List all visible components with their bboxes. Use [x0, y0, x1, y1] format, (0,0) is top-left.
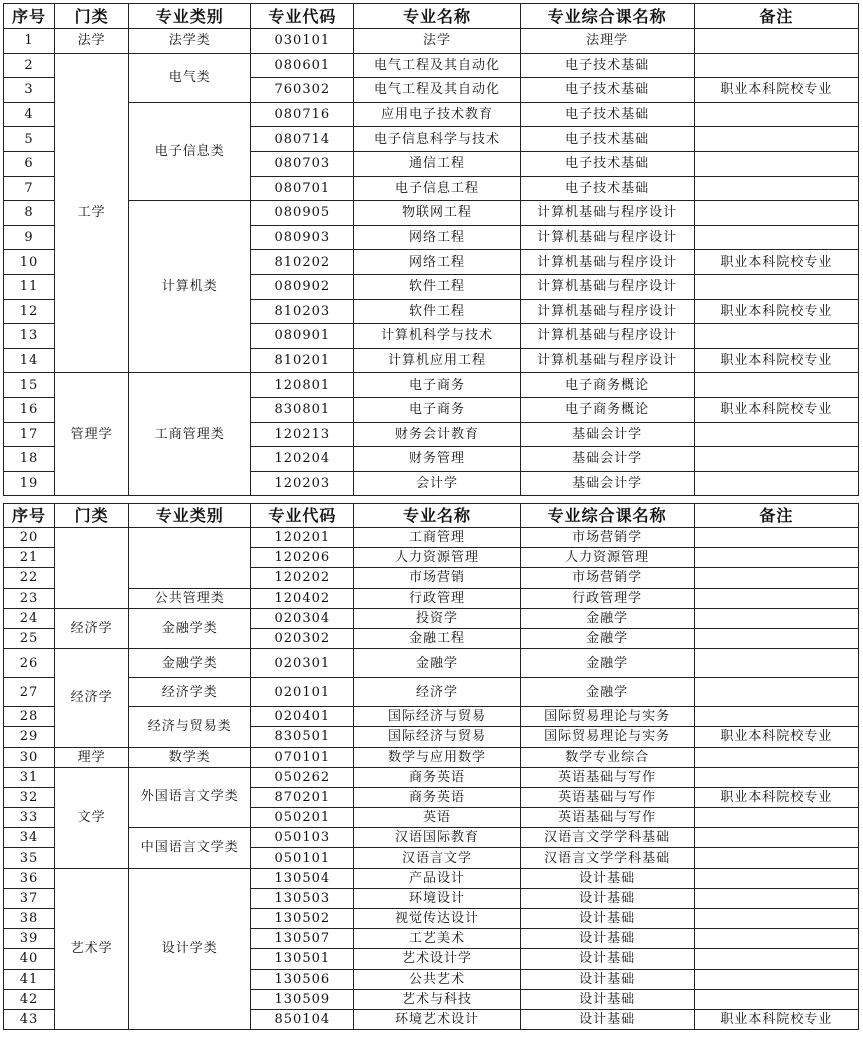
name-cell: 公共艺术 [354, 969, 520, 989]
note-cell [694, 151, 858, 176]
name-cell: 金融工程 [354, 628, 520, 648]
code-cell: 120201 [251, 528, 354, 548]
note-cell [694, 929, 858, 949]
row-no: 36 [4, 868, 55, 888]
table-row [4, 29, 859, 54]
course-cell: 汉语言文学学科基础 [520, 848, 694, 868]
code-cell: 080903 [251, 225, 354, 250]
note-cell [694, 608, 858, 628]
course-cell: 设计基础 [520, 888, 694, 908]
table-row [4, 747, 859, 767]
table-row [4, 588, 859, 608]
code-cell: 870201 [251, 787, 354, 807]
note-cell: 职业本科院校专业 [694, 787, 858, 807]
row-no: 20 [4, 528, 55, 548]
header-note: 备注 [694, 4, 858, 29]
course-cell: 电子技术基础 [520, 127, 694, 152]
name-cell: 电子商务 [354, 373, 520, 398]
row-no: 27 [4, 678, 55, 707]
category-cell: 文学 [55, 767, 129, 868]
course-cell: 计算机基础与程序设计 [520, 225, 694, 250]
code-cell: 080902 [251, 274, 354, 299]
course-cell: 金融学 [520, 678, 694, 707]
row-no: 21 [4, 548, 55, 568]
header-no: 序号 [4, 504, 55, 528]
class-cell: 外国语言文学类 [129, 767, 251, 828]
note-cell [694, 969, 858, 989]
code-cell: 020401 [251, 707, 354, 727]
name-cell: 汉语国际教育 [354, 828, 520, 848]
code-cell: 130509 [251, 989, 354, 1009]
table-row [4, 678, 859, 707]
row-no: 34 [4, 828, 55, 848]
name-cell: 物联网工程 [354, 201, 520, 226]
note-cell [694, 548, 858, 568]
table-row [4, 828, 859, 848]
code-cell: 020301 [251, 649, 354, 678]
code-cell: 070101 [251, 747, 354, 767]
code-cell: 120206 [251, 548, 354, 568]
header-note: 备注 [694, 504, 858, 528]
note-cell [694, 888, 858, 908]
course-cell: 设计基础 [520, 949, 694, 969]
name-cell: 人力资源管理 [354, 548, 520, 568]
note-cell [694, 989, 858, 1009]
row-no: 32 [4, 787, 55, 807]
note-cell [694, 568, 858, 588]
note-cell [694, 373, 858, 398]
name-cell: 软件工程 [354, 299, 520, 324]
note-cell: 职业本科院校专业 [694, 1009, 858, 1029]
course-cell: 计算机基础与程序设计 [520, 274, 694, 299]
course-cell: 计算机基础与程序设计 [520, 201, 694, 226]
note-cell [694, 127, 858, 152]
name-cell: 国际经济与贸易 [354, 707, 520, 727]
header-name: 专业名称 [354, 4, 520, 29]
course-cell: 金融学 [520, 628, 694, 648]
course-cell: 英语基础与写作 [520, 808, 694, 828]
row-no: 15 [4, 373, 55, 398]
name-cell: 计算机应用工程 [354, 348, 520, 373]
table-row [4, 53, 859, 78]
name-cell: 电气工程及其自动化 [354, 53, 520, 78]
row-no: 3 [4, 78, 55, 103]
course-cell: 汉语言文学学科基础 [520, 828, 694, 848]
row-no: 30 [4, 747, 55, 767]
course-cell: 基础会计学 [520, 447, 694, 472]
code-cell: 020304 [251, 608, 354, 628]
code-cell: 810201 [251, 348, 354, 373]
name-cell: 商务英语 [354, 767, 520, 787]
row-no: 14 [4, 348, 55, 373]
name-cell: 会计学 [354, 471, 520, 496]
majors-table-part-1 [3, 3, 859, 496]
note-cell [694, 767, 858, 787]
name-cell: 财务管理 [354, 447, 520, 472]
table-row [4, 102, 859, 127]
class-cell: 经济与贸易类 [129, 707, 251, 747]
name-cell: 工商管理 [354, 528, 520, 548]
note-cell [694, 447, 858, 472]
row-no: 13 [4, 324, 55, 349]
course-cell: 电子技术基础 [520, 78, 694, 103]
course-cell: 设计基础 [520, 969, 694, 989]
row-no: 25 [4, 628, 55, 648]
row-no: 31 [4, 767, 55, 787]
row-no: 41 [4, 969, 55, 989]
code-cell: 810202 [251, 250, 354, 275]
note-cell: 职业本科院校专业 [694, 299, 858, 324]
name-cell: 商务英语 [354, 787, 520, 807]
code-cell: 760302 [251, 78, 354, 103]
class-cell: 金融学类 [129, 608, 251, 648]
course-cell: 电子技术基础 [520, 176, 694, 201]
code-cell: 020302 [251, 628, 354, 648]
row-no: 42 [4, 989, 55, 1009]
name-cell: 网络工程 [354, 250, 520, 275]
code-cell: 120203 [251, 471, 354, 496]
course-cell: 市场营销学 [520, 568, 694, 588]
table-header-row [4, 4, 859, 29]
note-cell [694, 868, 858, 888]
class-cell: 经济学类 [129, 678, 251, 707]
note-cell [694, 176, 858, 201]
row-no: 1 [4, 29, 55, 54]
table-row [4, 868, 859, 888]
row-no: 17 [4, 422, 55, 447]
name-cell: 应用电子技术教育 [354, 102, 520, 127]
course-cell: 电子商务概论 [520, 373, 694, 398]
code-cell: 130501 [251, 949, 354, 969]
note-cell [694, 828, 858, 848]
course-cell: 人力资源管理 [520, 548, 694, 568]
course-cell: 数学专业综合 [520, 747, 694, 767]
table-row [4, 608, 859, 628]
row-no: 37 [4, 888, 55, 908]
header-name: 专业名称 [354, 504, 520, 528]
row-no: 5 [4, 127, 55, 152]
course-cell: 设计基础 [520, 909, 694, 929]
code-cell: 080703 [251, 151, 354, 176]
course-cell: 国际贸易理论与实务 [520, 707, 694, 727]
header-class: 专业类别 [129, 504, 251, 528]
note-cell: 职业本科院校专业 [694, 78, 858, 103]
class-cell: 电子信息类 [129, 102, 251, 200]
code-cell: 130507 [251, 929, 354, 949]
course-cell: 计算机基础与程序设计 [520, 250, 694, 275]
row-no: 2 [4, 53, 55, 78]
class-cell: 计算机类 [129, 201, 251, 373]
course-cell: 计算机基础与程序设计 [520, 348, 694, 373]
class-cell: 金融学类 [129, 649, 251, 678]
name-cell: 电子商务 [354, 397, 520, 422]
category-cell: 经济学 [55, 649, 129, 747]
code-cell: 020101 [251, 678, 354, 707]
category-cell [55, 528, 129, 609]
note-cell [694, 29, 858, 54]
class-cell: 中国语言文学类 [129, 828, 251, 868]
class-cell: 工商管理类 [129, 373, 251, 496]
class-cell [129, 528, 251, 589]
table-row [4, 707, 859, 727]
name-cell: 产品设计 [354, 868, 520, 888]
header-no: 序号 [4, 4, 55, 29]
row-no: 4 [4, 102, 55, 127]
header-course: 专业综合课名称 [520, 4, 694, 29]
course-cell: 基础会计学 [520, 422, 694, 447]
course-cell: 电子技术基础 [520, 151, 694, 176]
code-cell: 130504 [251, 868, 354, 888]
note-cell [694, 588, 858, 608]
row-no: 35 [4, 848, 55, 868]
note-cell [694, 628, 858, 648]
note-cell [694, 808, 858, 828]
code-cell: 050101 [251, 848, 354, 868]
course-cell: 英语基础与写作 [520, 787, 694, 807]
code-cell: 080905 [251, 201, 354, 226]
header-code: 专业代码 [251, 4, 354, 29]
row-no: 33 [4, 808, 55, 828]
table-header-row [4, 504, 859, 528]
course-cell: 设计基础 [520, 868, 694, 888]
table-row [4, 373, 859, 398]
name-cell: 英语 [354, 808, 520, 828]
row-no: 26 [4, 649, 55, 678]
name-cell: 通信工程 [354, 151, 520, 176]
code-cell: 050262 [251, 767, 354, 787]
course-cell: 计算机基础与程序设计 [520, 324, 694, 349]
note-cell [694, 678, 858, 707]
name-cell: 市场营销 [354, 568, 520, 588]
course-cell: 基础会计学 [520, 471, 694, 496]
row-no: 7 [4, 176, 55, 201]
course-cell: 市场营销学 [520, 528, 694, 548]
row-no: 10 [4, 250, 55, 275]
row-no: 8 [4, 201, 55, 226]
note-cell [694, 225, 858, 250]
name-cell: 经济学 [354, 678, 520, 707]
code-cell: 120801 [251, 373, 354, 398]
code-cell: 130506 [251, 969, 354, 989]
code-cell: 120202 [251, 568, 354, 588]
code-cell: 130503 [251, 888, 354, 908]
code-cell: 830501 [251, 727, 354, 747]
row-no: 43 [4, 1009, 55, 1029]
header-category: 门类 [55, 504, 129, 528]
note-cell [694, 909, 858, 929]
name-cell: 国际经济与贸易 [354, 727, 520, 747]
name-cell: 视觉传达设计 [354, 909, 520, 929]
note-cell [694, 747, 858, 767]
class-cell: 法学类 [129, 29, 251, 54]
table-row [4, 201, 859, 226]
majors-table-part-2 [3, 503, 859, 1030]
code-cell: 850104 [251, 1009, 354, 1029]
code-cell: 120213 [251, 422, 354, 447]
note-cell: 职业本科院校专业 [694, 250, 858, 275]
table-row [4, 649, 859, 678]
name-cell: 环境艺术设计 [354, 1009, 520, 1029]
note-cell [694, 848, 858, 868]
header-course: 专业综合课名称 [520, 504, 694, 528]
course-cell: 电子技术基础 [520, 102, 694, 127]
row-no: 16 [4, 397, 55, 422]
course-cell: 英语基础与写作 [520, 767, 694, 787]
code-cell: 030101 [251, 29, 354, 54]
category-cell: 艺术学 [55, 868, 129, 1030]
note-cell [694, 528, 858, 548]
name-cell: 工艺美术 [354, 929, 520, 949]
name-cell: 法学 [354, 29, 520, 54]
code-cell: 080601 [251, 53, 354, 78]
code-cell: 130502 [251, 909, 354, 929]
row-no: 40 [4, 949, 55, 969]
course-cell: 法理学 [520, 29, 694, 54]
code-cell: 810203 [251, 299, 354, 324]
code-cell: 120204 [251, 447, 354, 472]
category-cell: 理学 [55, 747, 129, 767]
course-cell: 电子商务概论 [520, 397, 694, 422]
row-no: 29 [4, 727, 55, 747]
note-cell [694, 649, 858, 678]
name-cell: 投资学 [354, 608, 520, 628]
category-cell: 管理学 [55, 373, 129, 496]
row-no: 9 [4, 225, 55, 250]
row-no: 12 [4, 299, 55, 324]
row-no: 18 [4, 447, 55, 472]
note-cell [694, 949, 858, 969]
note-cell [694, 274, 858, 299]
row-no: 24 [4, 608, 55, 628]
course-cell: 金融学 [520, 649, 694, 678]
course-cell: 国际贸易理论与实务 [520, 727, 694, 747]
course-cell: 设计基础 [520, 1009, 694, 1029]
course-cell: 电子技术基础 [520, 53, 694, 78]
name-cell: 电子信息工程 [354, 176, 520, 201]
category-cell: 工学 [55, 53, 129, 373]
row-no: 39 [4, 929, 55, 949]
category-cell: 法学 [55, 29, 129, 54]
note-cell [694, 471, 858, 496]
name-cell: 艺术设计学 [354, 949, 520, 969]
class-cell: 数学类 [129, 747, 251, 767]
row-no: 11 [4, 274, 55, 299]
name-cell: 计算机科学与技术 [354, 324, 520, 349]
row-no: 22 [4, 568, 55, 588]
note-cell [694, 324, 858, 349]
row-no: 28 [4, 707, 55, 727]
note-cell: 职业本科院校专业 [694, 727, 858, 747]
course-cell: 设计基础 [520, 989, 694, 1009]
code-cell: 080901 [251, 324, 354, 349]
name-cell: 财务会计教育 [354, 422, 520, 447]
note-cell: 职业本科院校专业 [694, 348, 858, 373]
header-class: 专业类别 [129, 4, 251, 29]
note-cell [694, 102, 858, 127]
class-cell: 公共管理类 [129, 588, 251, 608]
row-no: 23 [4, 588, 55, 608]
code-cell: 050201 [251, 808, 354, 828]
table-row [4, 528, 859, 548]
code-cell: 120402 [251, 588, 354, 608]
header-category: 门类 [55, 4, 129, 29]
name-cell: 环境设计 [354, 888, 520, 908]
name-cell: 数学与应用数学 [354, 747, 520, 767]
course-cell: 设计基础 [520, 929, 694, 949]
note-cell [694, 422, 858, 447]
name-cell: 软件工程 [354, 274, 520, 299]
course-cell: 金融学 [520, 608, 694, 628]
name-cell: 电气工程及其自动化 [354, 78, 520, 103]
name-cell: 汉语言文学 [354, 848, 520, 868]
row-no: 6 [4, 151, 55, 176]
row-no: 38 [4, 909, 55, 929]
name-cell: 艺术与科技 [354, 989, 520, 1009]
header-code: 专业代码 [251, 504, 354, 528]
name-cell: 电子信息科学与技术 [354, 127, 520, 152]
note-cell [694, 201, 858, 226]
table-row [4, 767, 859, 787]
course-cell: 行政管理学 [520, 588, 694, 608]
note-cell [694, 707, 858, 727]
code-cell: 080701 [251, 176, 354, 201]
note-cell: 职业本科院校专业 [694, 397, 858, 422]
row-no: 19 [4, 471, 55, 496]
name-cell: 行政管理 [354, 588, 520, 608]
category-cell: 经济学 [55, 608, 129, 648]
name-cell: 网络工程 [354, 225, 520, 250]
class-cell: 电气类 [129, 53, 251, 102]
code-cell: 050103 [251, 828, 354, 848]
note-cell [694, 53, 858, 78]
code-cell: 830801 [251, 397, 354, 422]
code-cell: 080714 [251, 127, 354, 152]
code-cell: 080716 [251, 102, 354, 127]
class-cell: 设计学类 [129, 868, 251, 1030]
course-cell: 计算机基础与程序设计 [520, 299, 694, 324]
name-cell: 金融学 [354, 649, 520, 678]
